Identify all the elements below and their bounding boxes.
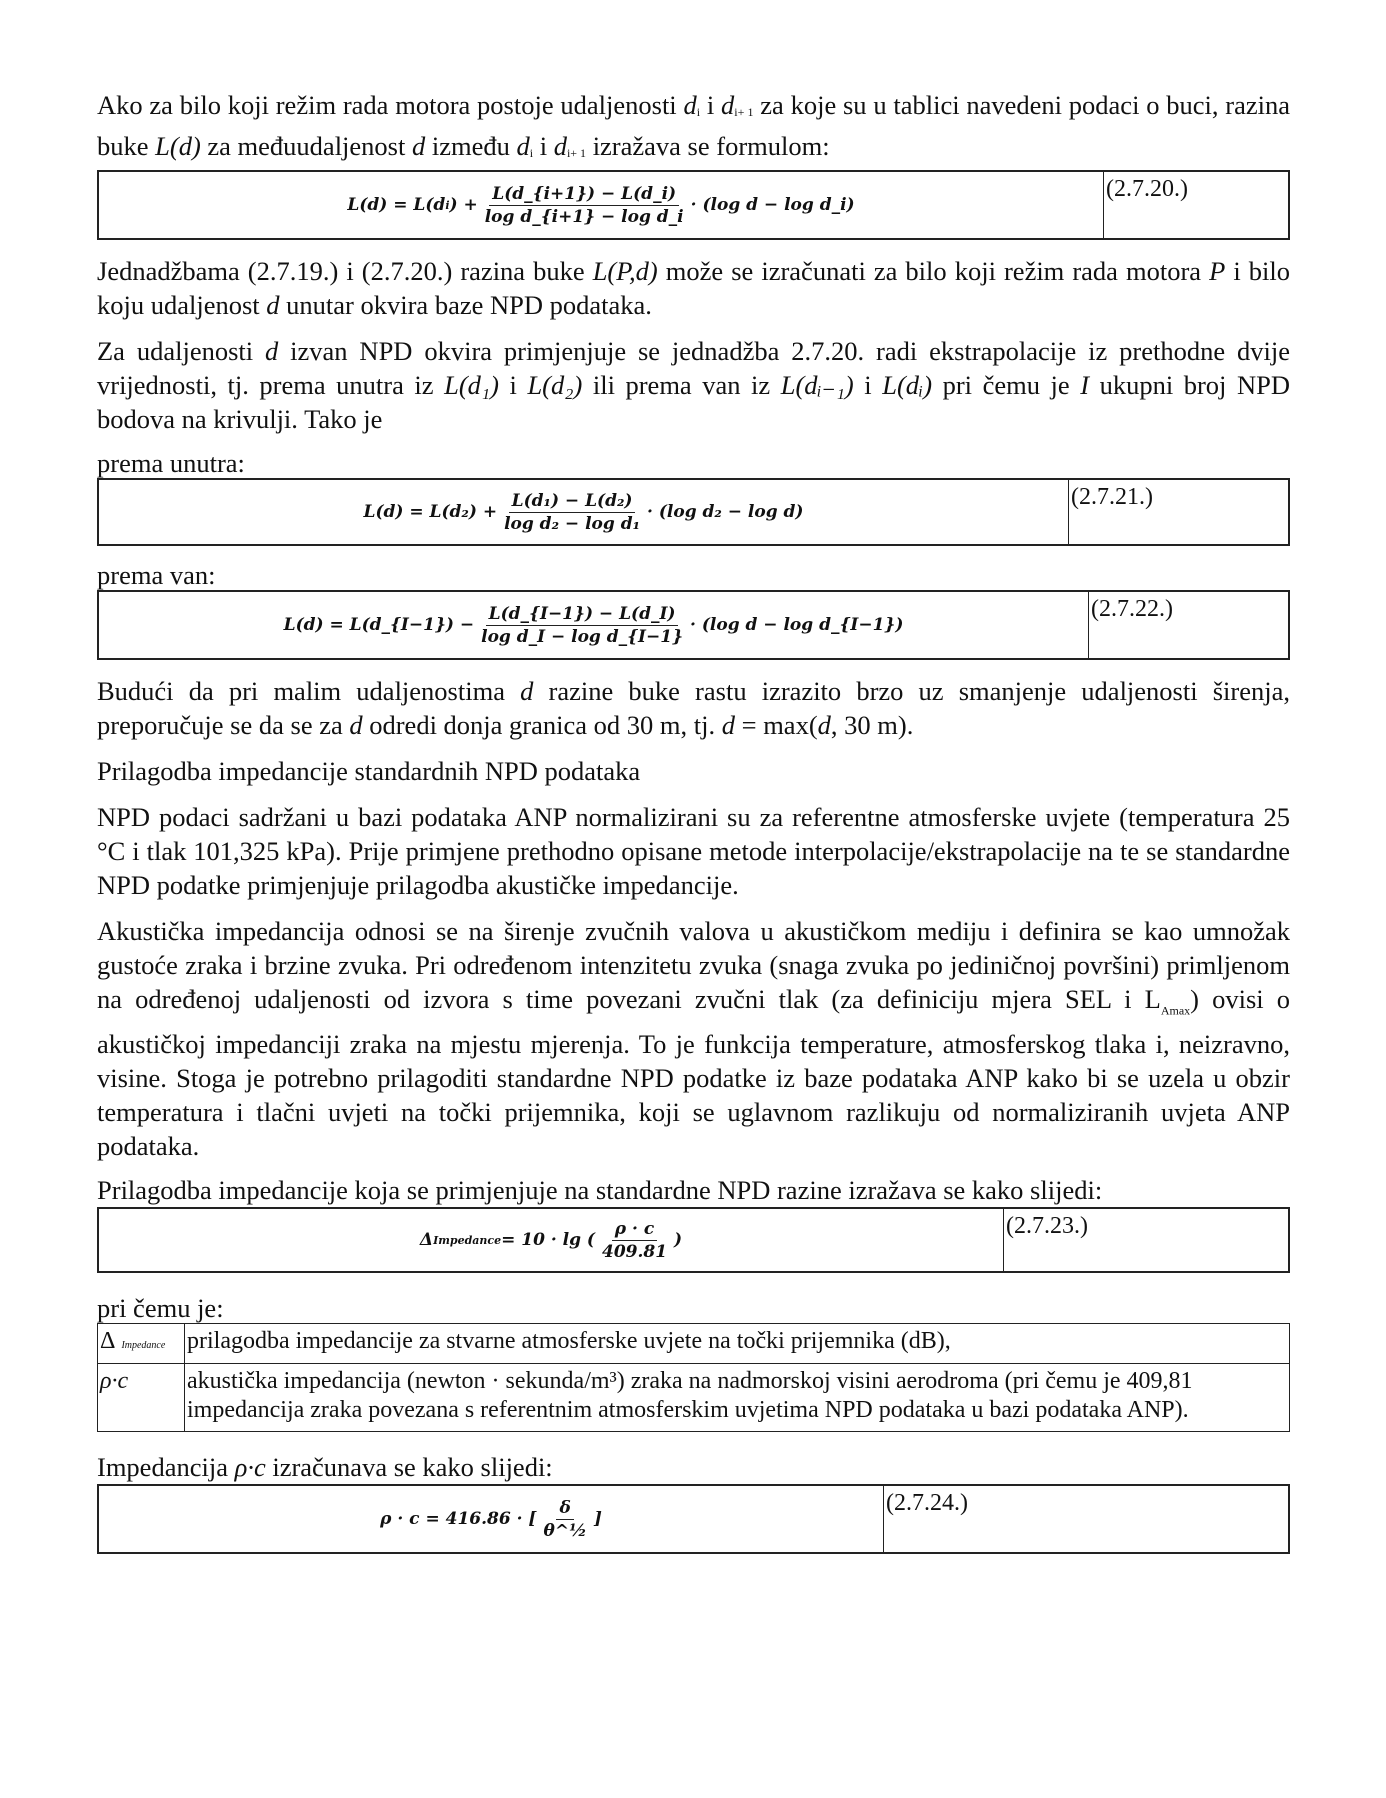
text: i xyxy=(498,370,528,400)
eq-rhs: · (log d − log d_{I−1}) xyxy=(690,615,904,635)
eq-denominator: θ^½ xyxy=(543,1520,587,1541)
equation-number: (2.7.23.) xyxy=(1003,1209,1288,1271)
var-d: d xyxy=(683,90,697,120)
label-outward: prema van: xyxy=(97,560,216,590)
equation-number: (2.7.20.) xyxy=(1103,172,1288,238)
definition-symbol: ρ·c xyxy=(98,1364,185,1432)
text: i bilo koju udaljenost xyxy=(97,256,1290,320)
equation-box-2-7-23 xyxy=(97,1207,1290,1273)
paragraph-extrapolation xyxy=(97,334,1290,436)
eq-rhs: · (log d − log d_i) xyxy=(690,195,855,215)
eq-fraction xyxy=(478,604,686,647)
paragraph-impedance-calc xyxy=(97,1450,1290,1484)
sub: i xyxy=(529,146,534,160)
var-P: P xyxy=(1209,256,1226,286)
text: Akustička impedancija odnosi se na širenje zvučnih valova u akustičkom mediju i definira se kao umnožak gustoće zraka i brzine zvuka. Pri određenom intenzitetu zvuka (snaga zvuka po jediničnoj površini) primljenom na određenoj udaljenosti od izvora s time povezani zvučni tlak (za definiciju mjera SEL i L xyxy=(97,916,1290,1014)
definition-row xyxy=(98,1364,1290,1432)
sub: i+ 1 xyxy=(566,146,587,160)
text: može se izračunati za bilo koji režim rada motora xyxy=(657,256,1210,286)
text: između xyxy=(425,131,517,161)
sym-sub: Impedance xyxy=(121,1340,166,1352)
var-d: d xyxy=(266,290,280,320)
paragraph-equations-usage xyxy=(97,254,1290,322)
equation-box-2-7-22 xyxy=(97,590,1290,660)
label-inward: prema unutra: xyxy=(97,448,245,478)
var-d: d xyxy=(817,710,831,740)
definitions-table xyxy=(97,1323,1290,1432)
equation-box-2-7-24 xyxy=(97,1484,1290,1554)
var-d: d xyxy=(265,336,279,366)
eq-fraction xyxy=(482,184,687,227)
text: Ako za bilo koji režim rada motora postoje udaljenosti xyxy=(97,90,684,120)
eq-lhs: ρ · c = 416.86 · [ xyxy=(380,1509,537,1530)
var: L(d₂) xyxy=(527,370,583,400)
text: ukupni broj NPD bodova na krivulji. Tako je xyxy=(97,370,1290,434)
eq-numerator: L(d_{i+1}) − L(d_i) xyxy=(489,184,679,206)
eq-fraction xyxy=(501,491,643,534)
eq-numerator: δ xyxy=(556,1498,573,1520)
eq-lhs: Δ xyxy=(419,1230,434,1251)
var: L(dᵢ) xyxy=(882,370,933,400)
eq-rhs: · (log d₂ − log d) xyxy=(647,502,804,522)
text: Jednadžbama (2.7.19.) i (2.7.20.) razina buke xyxy=(97,256,593,286)
eq-lhs: L(d) = L(d xyxy=(347,195,446,215)
sub: Amax xyxy=(1160,1003,1191,1018)
definition-row xyxy=(98,1324,1290,1364)
eq-lhs: L(d) = L(d₂) + xyxy=(363,502,498,522)
var-d: d xyxy=(516,131,530,161)
var: L(d₁) xyxy=(444,370,499,400)
text: za međuudaljenost xyxy=(200,131,412,161)
equation-2-7-21 xyxy=(99,480,1068,544)
equation-2-7-23 xyxy=(99,1209,1003,1271)
sym: Δ xyxy=(100,1328,116,1355)
text: Za udaljenosti xyxy=(97,336,266,366)
eq-end: ] xyxy=(593,1509,602,1530)
paragraph-interpolation-intro xyxy=(97,88,1290,170)
equation-box-2-7-20 xyxy=(97,170,1290,240)
eq-numerator: L(d_{I−1}) − L(d_I) xyxy=(486,604,679,626)
text: pri čemu je xyxy=(932,370,1081,400)
text: ili prema van iz xyxy=(582,370,781,400)
sub: i xyxy=(696,105,701,119)
text: = max( xyxy=(735,710,818,740)
var-d: d xyxy=(411,131,426,161)
text: izražava se formulom: xyxy=(586,131,830,161)
eq-numerator: ρ · c xyxy=(612,1219,657,1241)
text: izračunava se kako slijedi: xyxy=(265,1452,553,1483)
eq-sub: Impedance xyxy=(433,1233,502,1247)
eq-fraction xyxy=(599,1219,670,1262)
paragraph-acoustic-impedance xyxy=(97,914,1290,1163)
text: i xyxy=(533,131,554,161)
eq-denominator: log d_I − log d_{I−1} xyxy=(481,626,684,647)
eq-denominator: 409.81 xyxy=(601,1241,668,1262)
text: za koje su u tablici navedeni podaci o buci, razina buke xyxy=(97,90,1290,161)
var-d: d xyxy=(721,710,735,740)
label-where: pri čemu je: xyxy=(97,1293,224,1324)
var: L(dᵢ₋₁) xyxy=(780,370,854,400)
paragraph-min-distance xyxy=(97,674,1290,742)
eq-lhs-end: ) + xyxy=(449,195,478,215)
section-heading: Prilagodba impedancije standardnih NPD podataka xyxy=(97,756,641,786)
equation-number: (2.7.24.) xyxy=(883,1486,1288,1552)
var-I: I xyxy=(1080,370,1090,400)
var-d: d xyxy=(520,676,534,706)
text: Budući da pri malim udaljenostima xyxy=(97,676,521,706)
text: odredi donja granica od 30 m, tj. xyxy=(362,710,722,740)
text: i xyxy=(853,370,883,400)
var-LPd: L(P,d) xyxy=(592,256,658,286)
eq-end: ) xyxy=(674,1230,683,1251)
definition-text: akustička impedancija (newton · sekunda/m³) zraka na nadmorskoj visini aerodroma (pri čemu je 409,81 impedancija zraka povezana s referentnim atmosferskim uvjetima NPD podataka u bazi podataka ANP). xyxy=(185,1364,1290,1432)
document-page xyxy=(97,88,1290,1554)
text: izvan NPD okvira primjenjuje se jednadžba 2.7.20. radi ekstrapolacije iz prethodne dvije vrijednosti, tj. prema unutra iz xyxy=(97,336,1290,400)
var-Ld: L(d) xyxy=(155,131,201,161)
text: i xyxy=(700,90,721,120)
var-d: d xyxy=(349,710,363,740)
text: razine buke rastu izrazito brzo uz smanjenje udaljenosti širenja, preporučuje se da se za xyxy=(97,676,1290,740)
eq-sub: i xyxy=(445,198,450,212)
eq-mid: = 10 · lg ( xyxy=(501,1230,595,1251)
equation-2-7-20 xyxy=(99,172,1103,238)
eq-lhs: L(d) = L(d_{I−1}) − xyxy=(283,615,475,635)
sub: i+ 1 xyxy=(734,105,754,119)
equation-number: (2.7.22.) xyxy=(1088,592,1288,658)
eq-denominator: log d_{i+1} − log d_i xyxy=(484,206,684,227)
var-d: d xyxy=(720,90,735,120)
var-d: d xyxy=(553,131,567,161)
text: ) ovisi o akustičkoj impedanciji zraka na mjestu mjerenja. To je funkcija temperature, atmosferskog tlaka i, neizravno, visine. Stoga je potrebno prilagoditi standardne NPD podatke iz baze podataka ANP kako bi se uzela u obzir temperatura i tlačni uvjeti na točki prijemnika, koji se uglavnom razlikuju od normaliziranih uvjeta ANP podataka. xyxy=(97,984,1290,1162)
eq-numerator: L(d₁) − L(d₂) xyxy=(509,491,636,513)
paragraph-impedance-adjustment: Prilagodba impedancije koja se primjenjuje na standardne NPD razine izražava se kako slijedi: xyxy=(97,1175,1103,1206)
equation-number: (2.7.21.) xyxy=(1068,480,1288,544)
text: , 30 m). xyxy=(830,710,914,740)
definition-text: prilagodba impedancije za stvarne atmosferske uvjete na točki prijemnika (dB), xyxy=(185,1324,1290,1364)
text: Impedancija xyxy=(97,1452,235,1483)
equation-box-2-7-21 xyxy=(97,478,1290,546)
equation-2-7-22 xyxy=(99,592,1088,658)
var-rho-c: ρ·c xyxy=(234,1452,266,1483)
text: unutar okvira baze NPD podataka. xyxy=(279,290,652,320)
equation-2-7-24 xyxy=(99,1486,883,1552)
definition-symbol xyxy=(98,1324,185,1364)
eq-denominator: log d₂ − log d₁ xyxy=(504,513,641,534)
paragraph-npd-normalized: NPD podaci sadržani u bazi podataka ANP normalizirani su za referentne atmosferske uvjete (temperatura 25 °C i tlak 101,325 kPa). Prije primjene prethodno opisane metode interpolacije/ekstrapolacije na te se standardne NPD podatke primjenjuje prilagodba akustičke impedancije. xyxy=(97,802,1290,900)
eq-fraction xyxy=(540,1498,589,1541)
